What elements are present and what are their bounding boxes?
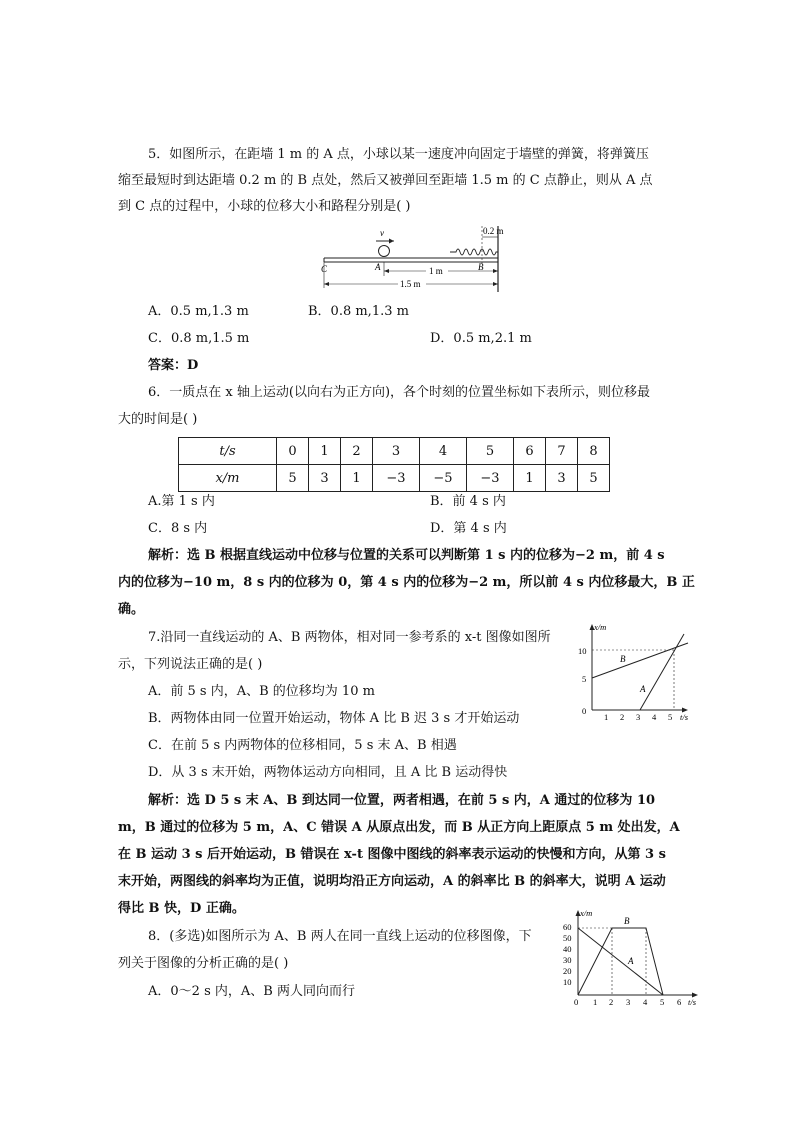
- label-B: B: [620, 654, 626, 664]
- y-axis-label: x/m: [594, 622, 607, 632]
- table-cell: −3: [373, 465, 420, 492]
- q6-analysis-1: 解析：选 B 根据直线运动中位移与位置的关系可以判断第 1 s 内的位移为−2 m，前 4 s: [148, 548, 665, 563]
- y-axis-label: x/m: [580, 908, 593, 918]
- q7-option-a: A．前 5 s 内，A、B 的位移均为 10 m: [148, 684, 375, 699]
- q5-option-b: B．0.8 m,1.3 m: [308, 304, 409, 319]
- q6-option-a: A.第 1 s 内: [148, 494, 215, 509]
- q8-line-1: 8．(多选)如图所示为 A、B 两人在同一直线上运动的位移图像，下: [148, 929, 532, 944]
- q7-line-1: 7.沿同一直线运动的 A、B 两物体，相对同一参考系的 x-t 图像如图所: [148, 630, 551, 645]
- q5-answer: 答案：D: [148, 358, 199, 373]
- q5-line-1: 5．如图所示，在距墙 1 m 的 A 点，小球以某一速度冲向固定于墙壁的弹簧，将弹簧压: [148, 147, 649, 162]
- y-tick-30: 30: [563, 955, 572, 965]
- label-C: C: [321, 264, 328, 274]
- table-cell: 3: [546, 465, 578, 492]
- table-cell: 2: [341, 438, 373, 465]
- q5-option-a: A．0.5 m,1.3 m: [148, 304, 249, 319]
- table-cell: 0: [277, 438, 309, 465]
- table-cell: t/s: [179, 438, 277, 465]
- label-1m: 1 m: [429, 266, 443, 276]
- q6-line-2: 大的时间是( ): [118, 412, 198, 427]
- x-tick-1: 1: [604, 712, 609, 722]
- x-tick-5: 5: [668, 712, 673, 722]
- y-tick-20: 20: [563, 966, 572, 976]
- x-tick-2: 2: [609, 997, 614, 1007]
- table-cell: x/m: [179, 465, 277, 492]
- line-B: [592, 643, 688, 678]
- q6-analysis-2: 内的位移为−10 m，8 s 内的位移为 0，第 4 s 内的位移为−2 m，所以前 4 s 内位移最大，B 正: [118, 575, 695, 590]
- table-cell: 1: [514, 465, 546, 492]
- label-B: B: [624, 916, 630, 926]
- y-tick-0: 0: [574, 997, 579, 1007]
- q5-line-3: 到 C 点的过程中，小球的位移大小和路程分别是( ): [118, 199, 411, 214]
- label-A: A: [628, 956, 634, 966]
- q5-spring-figure: [318, 222, 504, 296]
- q7-analysis-2: m，B 通过的位移为 5 m，A、C 错误 A 从原点出发，而 B 从正方向上距原点 5 m 处出发，A: [118, 820, 680, 835]
- q6-line-1: 6．一质点在 x 轴上运动(以向右为正方向)，各个时刻的位置坐标如下表所示，则位移最: [148, 385, 651, 400]
- label-A: A: [375, 262, 381, 272]
- q8-line-2: 列关于图像的分析正确的是( ): [118, 956, 289, 971]
- table-cell: −3: [467, 465, 514, 492]
- q7-option-c: C．在前 5 s 内两物体的位移相同，5 s 末 A、B 相遇: [148, 738, 457, 753]
- q7-option-d: D．从 3 s 末开始，两物体运动方向相同，且 A 比 B 运动得快: [148, 765, 508, 780]
- q6-option-c: C．8 s 内: [148, 521, 208, 536]
- x-axis-label: t/s: [680, 712, 689, 722]
- x-tick-4: 4: [643, 997, 648, 1007]
- label-v: v: [380, 228, 384, 238]
- q8-option-a: A．0～2 s 内，A、B 两人同向而行: [148, 984, 355, 999]
- q7-analysis-1: 解析：选 D 5 s 末 A、B 到达同一位置，两者相遇，在前 5 s 内，A 通过的位移为 10: [148, 793, 656, 808]
- y-tick-60: 60: [563, 922, 572, 932]
- table-cell: 1: [309, 438, 341, 465]
- x-tick-3: 3: [626, 997, 631, 1007]
- table-cell: 3: [373, 438, 420, 465]
- label-A: A: [640, 684, 646, 694]
- table-cell: 5: [277, 465, 309, 492]
- q6-option-d: D．第 4 s 内: [430, 521, 507, 536]
- q5-line-2: 缩至最短时到达距墙 0.2 m 的 B 点处，然后又被弹回至距墙 1.5 m 的 C 点静止，则从 A 点: [118, 173, 653, 188]
- x-tick-3: 3: [636, 712, 641, 722]
- q5-option-c: C．0.8 m,1.5 m: [148, 331, 250, 346]
- line-A: [640, 634, 684, 710]
- spring: [450, 249, 498, 255]
- table-cell: −5: [420, 465, 467, 492]
- q6-position-table: [178, 437, 610, 492]
- q7-analysis-3: 在 B 运动 3 s 后开始运动，B 错误在 x-t 图像中图线的斜率表示运动的快慢和方向，从第 3 s: [118, 847, 666, 862]
- x-tick-1: 1: [593, 997, 598, 1007]
- table-cell: 6: [514, 438, 546, 465]
- table-cell: 8: [578, 438, 610, 465]
- table-row: [179, 438, 610, 465]
- table-cell: 1: [341, 465, 373, 492]
- q6-analysis-3: 确。: [118, 602, 145, 617]
- label-0.2m: 0.2 m: [483, 226, 504, 236]
- x-tick-4: 4: [652, 712, 657, 722]
- y-tick-10: 10: [563, 977, 572, 987]
- q8-xt-graph: [560, 904, 710, 1012]
- table-row: [179, 465, 610, 492]
- x-tick-2: 2: [620, 712, 625, 722]
- table-cell: 5: [467, 438, 514, 465]
- y-tick-5: 5: [582, 674, 587, 684]
- q7-xt-graph: [576, 618, 700, 726]
- x-axis-label: t/s: [688, 997, 697, 1007]
- table-cell: 3: [309, 465, 341, 492]
- q7-analysis-4: 末开始，两图线的斜率均为正值，说明均沿正方向运动，A 的斜率比 B 的斜率大，说明 A 运动: [118, 874, 666, 889]
- x-tick-5: 5: [660, 997, 665, 1007]
- q7-analysis-5: 得比 B 快，D 正确。: [118, 901, 245, 916]
- q7-line-2: 示，下列说法正确的是( ): [118, 657, 263, 672]
- ball: [379, 246, 390, 257]
- line-A: [578, 928, 663, 995]
- table-cell: 5: [578, 465, 610, 492]
- x-tick-6: 6: [677, 997, 682, 1007]
- y-tick-0: 0: [582, 706, 587, 716]
- y-tick-40: 40: [563, 944, 572, 954]
- label-1.5m: 1.5 m: [400, 279, 421, 289]
- y-tick-50: 50: [563, 933, 572, 943]
- table-cell: 7: [546, 438, 578, 465]
- q5-option-d: D．0.5 m,2.1 m: [430, 331, 532, 346]
- label-B: B: [478, 262, 484, 272]
- q6-option-b: B．前 4 s 内: [430, 494, 506, 509]
- table-cell: 4: [420, 438, 467, 465]
- q7-option-b: B．两物体由同一位置开始运动，物体 A 比 B 迟 3 s 才开始运动: [148, 711, 520, 726]
- y-tick-10: 10: [578, 646, 587, 656]
